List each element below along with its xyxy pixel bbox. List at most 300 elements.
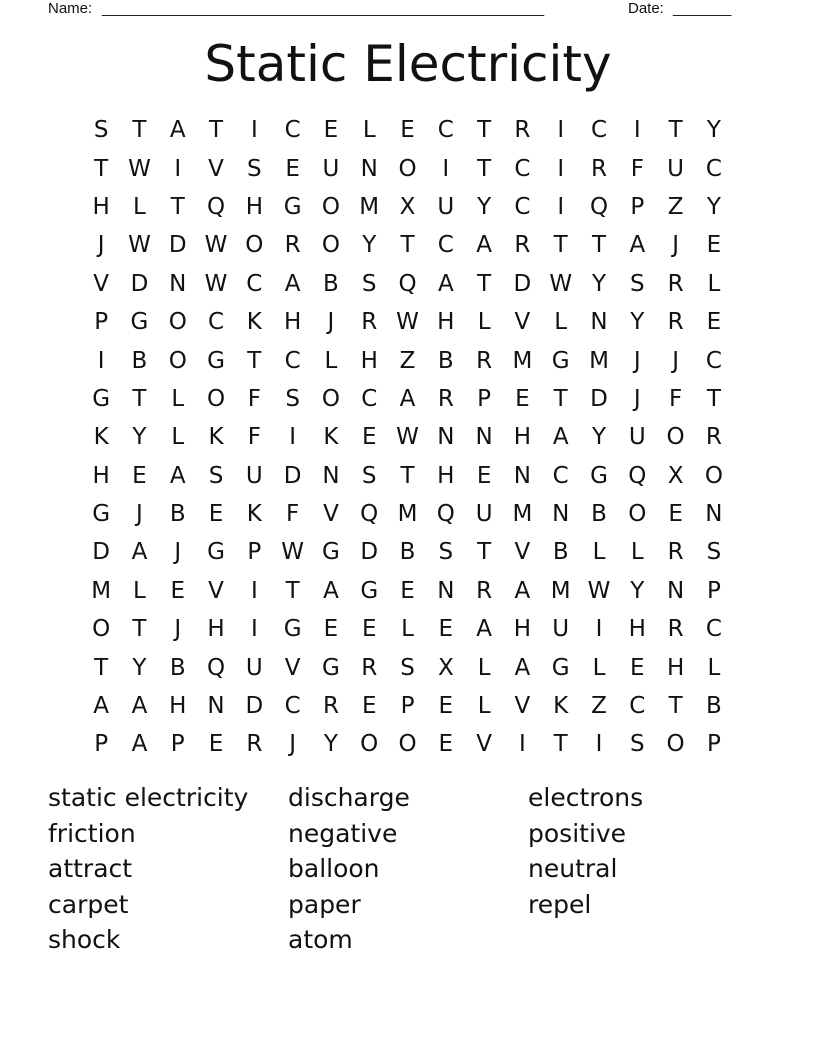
grid-letter: D: [360, 539, 379, 566]
grid-letter: N: [552, 501, 570, 528]
header-line: [48, 0, 748, 20]
grid-letter: G: [207, 539, 225, 566]
grid-letter: S: [285, 385, 300, 412]
grid-letter: K: [323, 424, 339, 451]
grid-letter: A: [399, 385, 416, 412]
grid-row: [82, 380, 733, 418]
word-item: discharge: [288, 783, 410, 812]
grid-letter: J: [633, 347, 641, 374]
grid-letter: N: [437, 424, 455, 451]
grid-letter: O: [321, 385, 340, 412]
grid-letter: J: [136, 501, 143, 528]
word-item: negative: [288, 818, 398, 848]
grid-letter: P: [630, 193, 645, 220]
word-item: balloon: [288, 854, 380, 883]
grid-letter: T: [553, 731, 568, 758]
grid-letter: O: [360, 731, 379, 758]
grid-letter: B: [591, 501, 607, 528]
grid-letter: Q: [589, 193, 609, 220]
grid-row: [82, 610, 733, 648]
grid-letter: H: [92, 193, 110, 220]
grid-letter: A: [552, 424, 569, 451]
grid-letter: S: [630, 731, 645, 758]
grid-letter: P: [706, 577, 721, 604]
grid-letter: C: [514, 155, 531, 182]
grid-letter: O: [704, 462, 723, 489]
grid-letter: T: [668, 693, 683, 720]
grid-letter: G: [322, 654, 340, 681]
grid-letter: Y: [362, 232, 377, 259]
grid-letter: L: [554, 309, 568, 336]
grid-letter: G: [283, 616, 302, 643]
grid-letter: M: [589, 347, 609, 374]
grid-letter: R: [246, 731, 263, 758]
grid-letter: S: [361, 270, 377, 297]
grid-letter: E: [400, 577, 415, 604]
grid-letter: P: [477, 385, 492, 412]
grid-letter: J: [327, 309, 335, 336]
grid-letter: C: [590, 117, 608, 144]
grid-letter: W: [396, 309, 419, 336]
grid-letter: A: [131, 693, 148, 720]
grid-letter: R: [361, 309, 378, 336]
grid-letter: G: [322, 539, 340, 566]
grid-letter: N: [705, 501, 723, 528]
grid-letter: R: [361, 654, 378, 681]
grid-letter: T: [706, 385, 721, 412]
grid-letter: D: [283, 462, 302, 489]
grid-letter: M: [397, 501, 418, 528]
grid-letter: C: [514, 193, 531, 220]
grid-letter: R: [667, 270, 684, 297]
grid-letter: B: [323, 270, 339, 297]
grid-letter: E: [323, 117, 339, 144]
grid-letter: G: [92, 501, 111, 528]
grid-letter: H: [169, 693, 187, 720]
grid-letter: L: [401, 616, 414, 643]
word-item: paper: [288, 889, 361, 919]
grid-letter: O: [321, 193, 340, 220]
grid-row: [82, 533, 733, 571]
grid-letter: U: [245, 462, 263, 489]
grid-letter: O: [321, 232, 340, 259]
grid-letter: R: [667, 539, 684, 566]
grid-letter: E: [361, 424, 377, 451]
grid-letter: J: [289, 731, 297, 758]
grid-letter: A: [169, 117, 186, 144]
grid-row: [82, 226, 733, 264]
grid-letter: P: [400, 693, 415, 720]
grid-letter: I: [442, 155, 450, 182]
grid-letter: W: [396, 424, 419, 451]
grid-letter: T: [553, 385, 568, 412]
word-column: [288, 780, 528, 958]
grid-row: [82, 572, 733, 610]
grid-letter: W: [128, 232, 151, 259]
grid-letter: N: [437, 577, 455, 604]
grid-letter: O: [206, 385, 226, 412]
grid-letter: E: [400, 117, 415, 144]
grid-letter: E: [668, 501, 683, 528]
grid-row: [82, 495, 733, 533]
grid-letter: B: [706, 693, 722, 720]
grid-letter: I: [557, 155, 565, 182]
grid-letter: I: [174, 155, 182, 182]
grid-letter: T: [94, 155, 109, 182]
grid-letter: C: [437, 117, 454, 144]
grid-letter: N: [207, 693, 225, 720]
grid-row: [82, 149, 733, 187]
grid-letter: L: [592, 654, 606, 681]
grid-letter: E: [515, 385, 530, 412]
grid-letter: M: [91, 577, 112, 604]
grid-letter: R: [591, 155, 607, 182]
grid-letter: A: [437, 270, 454, 297]
grid-letter: K: [208, 424, 224, 451]
grid-letter: M: [512, 501, 533, 528]
grid-letter: W: [549, 270, 573, 297]
grid-letter: L: [707, 270, 721, 297]
grid-letter: M: [512, 347, 533, 374]
grid-letter: Q: [360, 501, 379, 528]
grid-letter: Y: [706, 193, 721, 220]
word-item: static electricity: [48, 783, 249, 812]
grid-letter: D: [168, 232, 187, 259]
grid-letter: L: [707, 654, 721, 681]
grid-letter: N: [322, 462, 340, 489]
grid-letter: C: [284, 347, 301, 374]
grid-letter: R: [514, 232, 531, 259]
grid-letter: L: [477, 693, 491, 720]
grid-letter: O: [666, 731, 685, 758]
grid-letter: P: [706, 731, 721, 758]
grid-row: [82, 687, 733, 725]
grid-letter: I: [289, 424, 297, 451]
grid-letter: E: [438, 616, 454, 643]
grid-letter: C: [361, 385, 378, 412]
grid-letter: G: [551, 347, 570, 374]
grid-letter: S: [706, 539, 722, 566]
grid-letter: N: [590, 309, 608, 336]
grid-letter: O: [245, 232, 264, 259]
grid-letter: Y: [591, 424, 607, 451]
grid-letter: E: [438, 693, 454, 720]
grid-letter: N: [475, 424, 493, 451]
grid-letter: R: [514, 117, 531, 144]
word-item: attract: [48, 854, 133, 883]
grid-row: [82, 111, 733, 149]
grid-letter: T: [94, 654, 109, 681]
grid-letter: T: [477, 270, 492, 297]
grid-letter: V: [208, 155, 224, 182]
grid-letter: K: [246, 501, 262, 528]
grid-letter: L: [477, 309, 491, 336]
grid-letter: D: [130, 270, 149, 297]
grid-letter: H: [437, 462, 455, 489]
grid-letter: H: [437, 309, 455, 336]
grid-letter: R: [476, 347, 493, 374]
page-title: Static Electricity: [204, 35, 612, 93]
grid-letter: Q: [206, 193, 226, 220]
grid-letter: X: [667, 462, 684, 489]
grid-letter: K: [553, 693, 569, 720]
grid-letter: S: [438, 539, 454, 566]
grid-letter: I: [595, 616, 603, 643]
grid-letter: F: [286, 501, 300, 528]
grid-letter: C: [552, 462, 569, 489]
grid-letter: J: [672, 347, 679, 374]
grid-letter: E: [323, 616, 339, 643]
grid-letter: A: [476, 616, 492, 643]
grid-letter: I: [557, 117, 565, 144]
grid-letter: Y: [630, 309, 645, 336]
grid-letter: A: [514, 654, 531, 681]
grid-letter: T: [400, 462, 415, 489]
grid-letter: E: [476, 462, 492, 489]
grid-letter: L: [592, 539, 606, 566]
letter-grid: [82, 111, 733, 764]
grid-letter: A: [131, 731, 148, 758]
word-item: atom: [288, 925, 353, 954]
grid-letter: Y: [477, 193, 492, 220]
grid-letter: F: [630, 155, 644, 182]
grid-letter: D: [590, 385, 608, 412]
grid-letter: H: [245, 193, 263, 220]
grid-letter: Y: [132, 654, 147, 681]
grid-letter: E: [208, 501, 224, 528]
grid-letter: A: [476, 232, 492, 259]
grid-row: [82, 341, 733, 379]
grid-letter: B: [552, 539, 569, 566]
grid-letter: V: [208, 577, 224, 604]
grid-letter: J: [174, 539, 182, 566]
grid-letter: F: [247, 424, 261, 451]
grid-letter: U: [667, 155, 685, 182]
word-item: carpet: [48, 889, 129, 919]
grid-letter: T: [477, 117, 492, 144]
grid-letter: T: [132, 616, 147, 643]
grid-letter: C: [437, 232, 454, 259]
grid-letter: T: [477, 155, 492, 182]
grid-letter: O: [168, 309, 187, 336]
word-item: shock: [48, 925, 121, 954]
grid-letter: P: [94, 731, 109, 758]
word-column: [528, 780, 768, 922]
grid-letter: I: [595, 731, 603, 758]
grid-letter: O: [628, 501, 647, 528]
grid-letter: T: [591, 232, 607, 259]
grid-letter: L: [171, 424, 185, 451]
grid-row: [82, 265, 733, 303]
grid-letter: C: [284, 693, 301, 720]
grid-letter: A: [169, 462, 186, 489]
grid-letter: T: [132, 385, 147, 412]
date-blank-line: _______: [673, 0, 732, 17]
word-item: friction: [48, 818, 136, 848]
grid-letter: N: [666, 577, 685, 604]
grid-letter: C: [246, 270, 263, 297]
grid-letter: E: [706, 232, 722, 259]
grid-letter: H: [360, 347, 378, 374]
grid-letter: L: [477, 654, 491, 681]
grid-letter: H: [207, 616, 225, 643]
grid-letter: G: [551, 654, 570, 681]
grid-letter: S: [93, 117, 109, 144]
grid-letter: Y: [706, 117, 721, 144]
grid-letter: E: [438, 731, 454, 758]
grid-letter: L: [171, 385, 185, 412]
grid-letter: M: [550, 577, 571, 604]
grid-letter: W: [204, 232, 228, 259]
grid-letter: E: [630, 654, 645, 681]
grid-letter: D: [513, 270, 532, 297]
grid-letter: E: [285, 155, 300, 182]
grid-letter: W: [128, 155, 151, 182]
grid-letter: E: [361, 616, 377, 643]
grid-letter: I: [250, 117, 258, 144]
grid-letter: H: [513, 424, 532, 451]
word-item: electrons: [528, 783, 644, 812]
grid-letter: I: [557, 193, 565, 220]
grid-letter: W: [281, 539, 304, 566]
grid-letter: H: [666, 654, 685, 681]
grid-letter: O: [666, 424, 685, 451]
grid-letter: A: [93, 693, 110, 720]
grid-letter: T: [170, 193, 185, 220]
grid-letter: H: [628, 616, 646, 643]
grid-letter: B: [399, 539, 416, 566]
grid-row: [82, 303, 733, 341]
grid-letter: T: [132, 117, 147, 144]
grid-letter: Q: [628, 462, 647, 489]
grid-letter: R: [322, 693, 339, 720]
grid-letter: H: [92, 462, 110, 489]
grid-letter: F: [668, 385, 683, 412]
grid-letter: Y: [323, 731, 338, 758]
grid-letter: S: [208, 462, 224, 489]
grid-letter: V: [514, 693, 531, 720]
grid-letter: T: [553, 232, 568, 259]
grid-letter: O: [168, 347, 187, 374]
grid-letter: L: [630, 539, 644, 566]
grid-letter: R: [284, 232, 301, 259]
grid-letter: V: [93, 270, 110, 297]
grid-letter: S: [630, 270, 645, 297]
grid-letter: L: [324, 347, 338, 374]
grid-letter: M: [359, 193, 380, 220]
grid-letter: I: [97, 347, 105, 374]
grid-letter: A: [284, 270, 301, 297]
grid-letter: B: [169, 654, 186, 681]
grid-letter: G: [92, 385, 111, 412]
grid-letter: C: [208, 309, 225, 336]
grid-letter: Y: [630, 577, 645, 604]
grid-letter: T: [247, 347, 262, 374]
grid-letter: O: [398, 731, 417, 758]
grid-letter: P: [170, 731, 185, 758]
grid-letter: B: [131, 347, 148, 374]
grid-letter: R: [476, 577, 493, 604]
grid-letter: Q: [398, 270, 417, 297]
grid-letter: U: [245, 654, 263, 681]
grid-letter: G: [590, 462, 608, 489]
grid-letter: J: [174, 616, 182, 643]
grid-letter: K: [246, 309, 262, 336]
grid-letter: V: [476, 731, 492, 758]
date-label: Date:: [628, 0, 664, 17]
grid-letter: N: [360, 155, 378, 182]
grid-letter: K: [93, 424, 109, 451]
grid-row: [82, 725, 733, 763]
grid-letter: V: [514, 309, 531, 336]
grid-letter: Z: [399, 347, 416, 374]
grid-letter: B: [437, 347, 454, 374]
grid-letter: T: [477, 539, 492, 566]
grid-letter: G: [130, 309, 149, 336]
grid-letter: A: [323, 577, 339, 604]
grid-row: [82, 188, 733, 226]
grid-row: [82, 648, 733, 686]
grid-row: [82, 457, 733, 495]
grid-letter: U: [322, 155, 340, 182]
grid-letter: C: [705, 616, 722, 643]
grid-letter: V: [323, 501, 339, 528]
grid-letter: T: [285, 577, 300, 604]
grid-letter: C: [705, 347, 722, 374]
grid-letter: Q: [206, 654, 226, 681]
grid-letter: R: [705, 424, 722, 451]
grid-letter: W: [587, 577, 611, 604]
grid-letter: Q: [436, 501, 455, 528]
grid-letter: D: [245, 693, 264, 720]
word-item: repel: [528, 889, 592, 919]
grid-letter: J: [672, 232, 679, 259]
grid-letter: V: [284, 654, 301, 681]
grid-letter: L: [133, 193, 146, 220]
grid-letter: Y: [132, 424, 147, 451]
grid-letter: N: [513, 462, 532, 489]
grid-letter: V: [514, 539, 531, 566]
grid-letter: Z: [591, 693, 607, 720]
grid-letter: U: [628, 424, 646, 451]
grid-letter: E: [170, 577, 186, 604]
grid-letter: Y: [591, 270, 607, 297]
grid-letter: P: [94, 309, 109, 336]
grid-letter: A: [131, 539, 148, 566]
grid-letter: G: [283, 193, 302, 220]
grid-letter: C: [284, 117, 301, 144]
grid-letter: B: [169, 501, 186, 528]
grid-letter: T: [209, 117, 224, 144]
grid-letter: L: [362, 117, 376, 144]
grid-letter: I: [519, 731, 526, 758]
grid-letter: E: [706, 309, 722, 336]
grid-letter: D: [92, 539, 110, 566]
grid-letter: O: [398, 155, 417, 182]
grid-letter: U: [437, 193, 455, 220]
grid-letter: F: [247, 385, 261, 412]
grid-letter: C: [629, 693, 646, 720]
grid-letter: G: [360, 577, 379, 604]
grid-letter: H: [283, 309, 302, 336]
grid-letter: S: [361, 462, 377, 489]
grid-letter: N: [169, 270, 187, 297]
grid-letter: S: [247, 155, 262, 182]
name-label: Name:: [48, 0, 93, 17]
grid-letter: Z: [667, 193, 684, 220]
grid-letter: U: [475, 501, 493, 528]
grid-letter: U: [552, 616, 570, 643]
